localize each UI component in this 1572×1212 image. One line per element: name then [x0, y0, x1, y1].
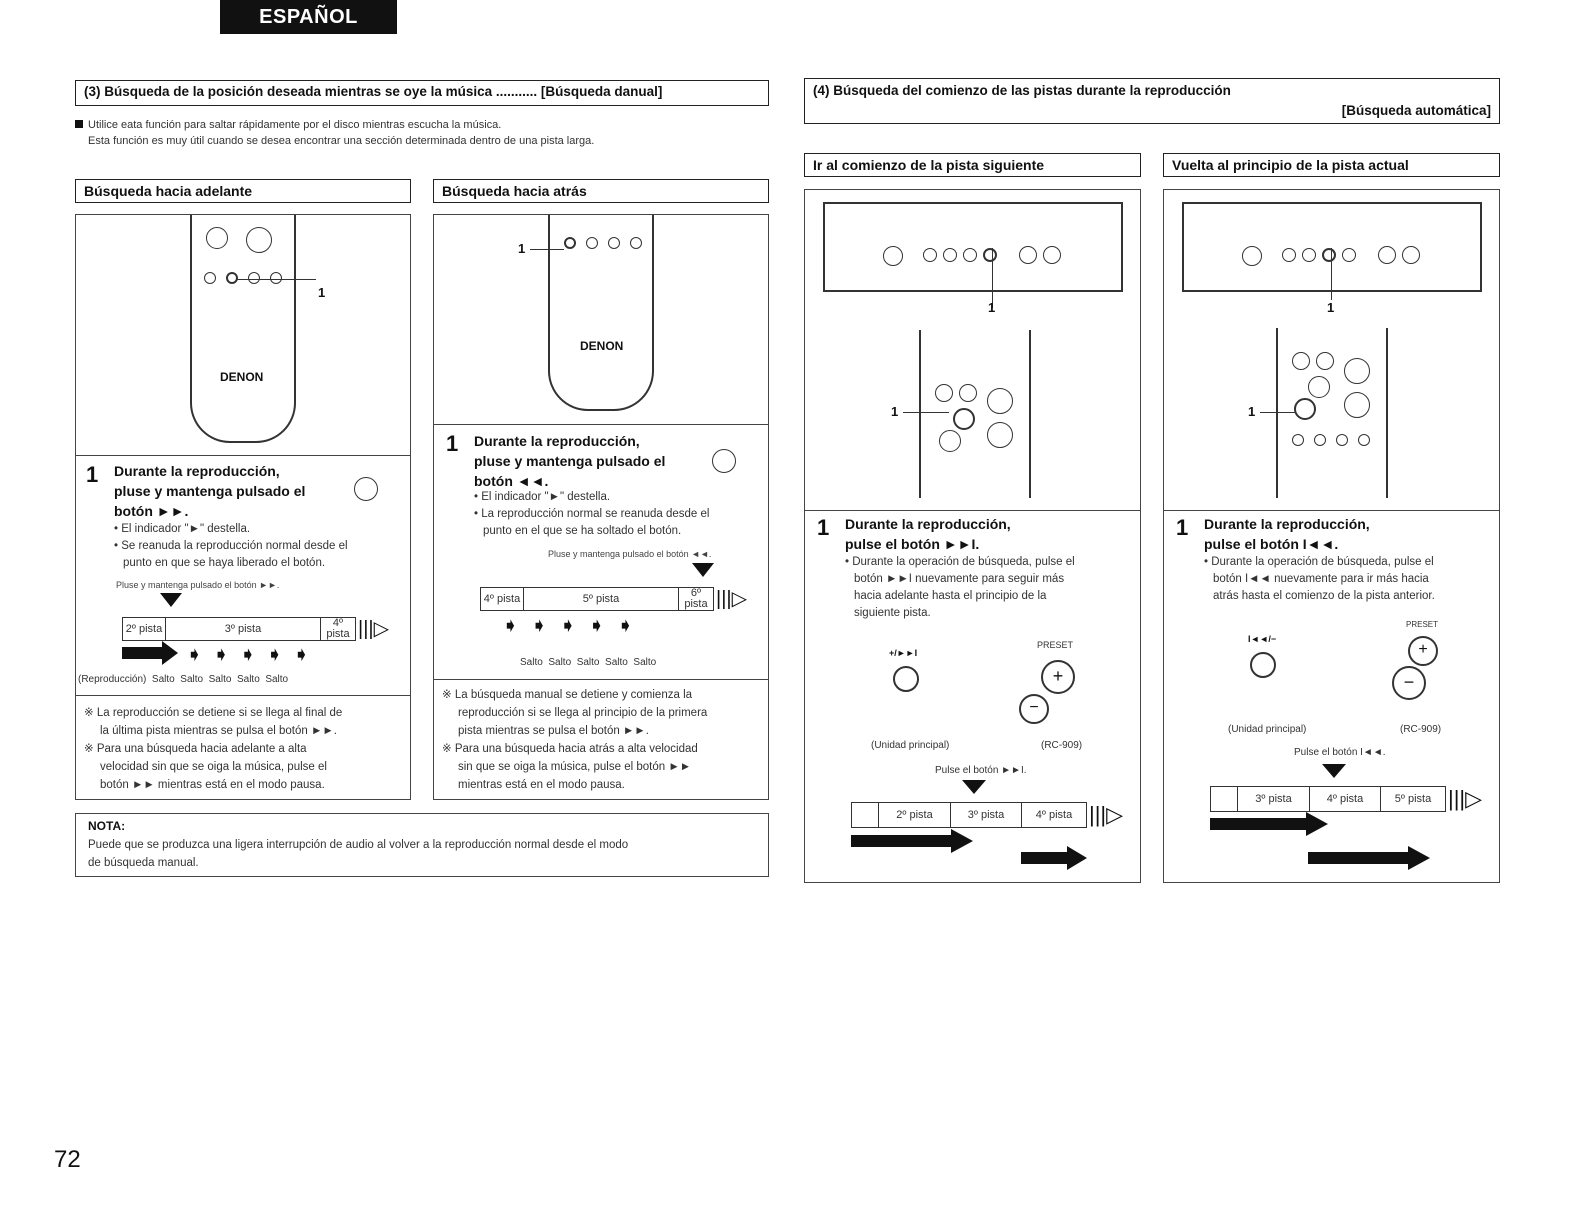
- next-track-panel: [804, 189, 1141, 883]
- callout-number: 1: [318, 285, 326, 300]
- continue-arrow-icon: |||▷: [1089, 802, 1124, 827]
- continue-arrow-icon: |||▷: [716, 588, 747, 610]
- callout-number: 1: [1327, 300, 1335, 315]
- player-button-icon: [1402, 246, 1420, 264]
- step-bullets: • Durante la operación de búsqueda, pulse el botón I◄◄ nuevamente para ir más hacia atrás hasta el comienzo de la pista anterior.: [1204, 556, 1435, 602]
- step-bullets: • Durante la operación de búsqueda, pulse el botón ►►I nuevamente para seguir más hacia adelante hasta el principio de la siguiente pista.: [845, 556, 1075, 619]
- cd-player-illustration: [823, 202, 1123, 292]
- remote-button-icon: [1358, 434, 1370, 446]
- square-bullet-icon: [75, 120, 83, 128]
- divider: [76, 695, 410, 696]
- step-text: Durante la reproducción, pulse el botón I◄◄.: [1204, 516, 1370, 552]
- track-bar: 3º pista 4º pista 5º pista: [1210, 786, 1446, 812]
- skip-arrow-head-icon: [1408, 846, 1430, 870]
- current-track-panel: [1163, 189, 1500, 883]
- skip-arrow-head-icon: [1067, 846, 1087, 870]
- skip-forward-button-icon: [983, 248, 997, 262]
- down-button-icon: [246, 227, 272, 253]
- callout-number: 1: [1248, 404, 1256, 419]
- notes: ※ La reproducción se detiene si se llega al final de la última pista mientras se pulsa el botón ►►. ※ Para una búsqueda hacia adelante a alta velocidad sin que se oiga la música, pulse el botón ►► mientras está en el modo pausa.: [84, 707, 343, 791]
- remote-button-icon: [1316, 352, 1334, 370]
- player-button-icon: [1378, 246, 1396, 264]
- remote-button-icon: [608, 237, 620, 249]
- divider: [1164, 510, 1499, 511]
- step-text: Durante la reproducción, pulse el botón ►►I.: [845, 516, 1011, 552]
- backward-panel: [433, 214, 769, 800]
- remote-control-illustration: [1276, 328, 1388, 498]
- plus-button-icon: [1308, 376, 1330, 398]
- up-button-icon: [1344, 358, 1370, 384]
- player-button-icon: [1019, 246, 1037, 264]
- callout-line: [1331, 248, 1332, 300]
- finger-press-icon: [712, 449, 736, 473]
- down-arrow-icon: [1322, 764, 1346, 778]
- callout-number: 1: [518, 241, 526, 256]
- callout-line: [1260, 412, 1296, 413]
- skip-arrows-icon: ➧➧➧➧➧: [186, 644, 320, 666]
- skip-arrow-icon: [1021, 852, 1067, 864]
- minus-button-icon: [206, 227, 228, 249]
- minus-button-icon: −: [1019, 694, 1049, 724]
- finger-press-icon: [354, 477, 378, 501]
- down-arrow-icon: [692, 563, 714, 577]
- continue-arrow-icon: |||▷: [1448, 786, 1483, 811]
- remote-button-icon: [935, 384, 953, 402]
- main-unit-caption: (Unidad principal): [871, 740, 950, 751]
- forward-search-title: Búsqueda hacia adelante: [75, 179, 411, 203]
- play-arrow-icon: [122, 647, 162, 659]
- step-bullets: • El indicador "►" destella. • Se reanuda la reproducción normal desde el punto en que se haya liberado el botón.: [114, 523, 348, 569]
- step-number: 1: [446, 431, 459, 456]
- hint-text: Pluse y mantenga pulsado el botón ►►.: [116, 580, 280, 590]
- brand-logo: DENON: [220, 370, 264, 384]
- divider: [805, 510, 1140, 511]
- fast-forward-button-icon: [586, 237, 598, 249]
- remote-button-icon: [959, 384, 977, 402]
- down-button-icon: [1344, 392, 1370, 418]
- down-button-icon: [987, 422, 1013, 448]
- divider: [434, 679, 768, 680]
- section3-intro: Utilice eata función para saltar rápidamente por el disco mientras escucha la música. Esta función es muy útil cuando se desea encontrar una sección determinada dentro de una pista larga.: [75, 117, 594, 149]
- step-number: 1: [1176, 515, 1189, 540]
- minus-button-icon: [939, 430, 961, 452]
- notes: ※ La búsqueda manual se detiene y comienza la reproducción si se llega al principio de la primera pista mientras se pulsa el botón ►►. ※ Para una búsqueda hacia atrás a alta velocidad sin que se oiga la música, pulse el botón ►► mientras está en el modo pausa.: [442, 689, 708, 791]
- remote-control-illustration: [548, 215, 654, 411]
- skip-labels: (Reproducción) Salto Salto Salto Salto Salto: [78, 674, 289, 685]
- player-button-icon: [1302, 248, 1316, 262]
- plus-skip-button-icon: [953, 408, 975, 430]
- main-unit-button-label: +/►►I: [889, 648, 918, 658]
- rewind-button-icon: [204, 272, 216, 284]
- plus-button-icon: +: [1408, 636, 1438, 666]
- continue-arrow-icon: |||▷: [358, 618, 389, 640]
- play-arrow-icon: [1210, 818, 1306, 830]
- skip-back-button-icon: [1322, 248, 1336, 262]
- skip-labels: Salto Salto Salto Salto Salto: [520, 657, 657, 668]
- player-button-icon: [923, 248, 937, 262]
- next-track-title: Ir al comienzo de la pista siguiente: [804, 153, 1141, 177]
- remote-control-illustration: [190, 215, 296, 443]
- step-text: Durante la reproducción, pluse y mantenga pulsado el botón ►►.: [114, 463, 306, 519]
- rc-caption: (RC-909): [1400, 724, 1442, 735]
- callout-line: [992, 248, 993, 308]
- remote-button-icon: [1336, 434, 1348, 446]
- minus-button-icon: −: [1392, 666, 1426, 700]
- up-button-icon: [987, 388, 1013, 414]
- brand-logo: DENON: [580, 339, 624, 353]
- nota-box: [75, 813, 769, 877]
- play-arrow-head-icon: [951, 829, 973, 853]
- callout-line: [530, 249, 564, 250]
- section3-title: (3) Búsqueda de la posición deseada mientras se oye la música ........... [Búsqueda danual]: [75, 80, 769, 106]
- remote-button-icon: [270, 272, 282, 284]
- play-arrow-head-icon: [162, 641, 178, 665]
- remote-button-icon: [1292, 352, 1310, 370]
- backward-search-title: Búsqueda hacia atrás: [433, 179, 769, 203]
- player-button-icon: [1043, 246, 1061, 264]
- divider: [76, 455, 410, 456]
- play-arrow-icon: [851, 835, 951, 847]
- plus-button-icon: +: [1041, 660, 1075, 694]
- hint-text: Pulse el botón ►►I.: [935, 765, 1027, 776]
- down-arrow-icon: [160, 593, 182, 607]
- player-button-icon: [943, 248, 957, 262]
- skip-arrow-icon: [1308, 852, 1408, 864]
- callout-line: [236, 279, 316, 280]
- main-unit-caption: (Unidad principal): [1228, 724, 1307, 735]
- preset-label: PRESET: [1037, 640, 1074, 650]
- play-arrow-head-icon: [1306, 812, 1328, 836]
- main-unit-button-label: I◄◄/−: [1248, 634, 1277, 644]
- nota-text: Puede que se produzca una ligera interrupción de audio al volver a la reproducción normal desde el modo de búsqueda manual.: [88, 839, 629, 869]
- forward-panel: [75, 214, 411, 800]
- current-track-title: Vuelta al principio de la pista actual: [1163, 153, 1500, 177]
- callout-number: 1: [988, 300, 996, 315]
- rewind-button-icon: [564, 237, 576, 249]
- hint-text: Pluse y mantenga pulsado el botón ◄◄.: [548, 549, 712, 559]
- player-button-icon: [963, 248, 977, 262]
- fast-forward-button-icon: [226, 272, 238, 284]
- step-number: 1: [817, 515, 830, 540]
- section4-title: (4) Búsqueda del comienzo de las pistas durante la reproducción [Búsqueda automática]: [804, 78, 1500, 124]
- cd-player-illustration: [1182, 202, 1482, 292]
- remote-button-icon: [630, 237, 642, 249]
- remote-button-icon: [1292, 434, 1304, 446]
- nota-title: NOTA:: [88, 819, 126, 833]
- power-button-icon: [883, 246, 903, 266]
- track-bar: 4º pista 5º pista 6º pista: [480, 587, 714, 611]
- remote-control-illustration: [919, 330, 1031, 498]
- hint-text: Pulse el botón I◄◄.: [1294, 747, 1386, 758]
- divider: [434, 424, 768, 425]
- player-button-icon: [1282, 248, 1296, 262]
- rc-caption: (RC-909): [1041, 740, 1083, 751]
- preset-label: PRESET: [1406, 620, 1439, 629]
- callout-number: 1: [891, 404, 899, 419]
- callout-line: [903, 412, 949, 413]
- track-bar: 2º pista 3º pista 4º pista: [851, 802, 1087, 828]
- skip-arrows-icon: ➧➧➧➧➧: [502, 615, 646, 637]
- page-number: 72: [54, 1146, 81, 1173]
- main-unit-button-icon: [1250, 652, 1276, 678]
- player-button-icon: [1342, 248, 1356, 262]
- down-arrow-icon: [962, 780, 986, 794]
- power-button-icon: [1242, 246, 1262, 266]
- minus-skip-button-icon: [1294, 398, 1316, 420]
- track-bar: 2º pista 3º pista 4º pista: [122, 617, 356, 641]
- step-text: Durante la reproducción, pluse y mantenga pulsado el botón ◄◄.: [474, 433, 666, 489]
- step-bullets: • El indicador "►" destella. • La reproducción normal se reanuda desde el punto en el que se ha soltado el botón.: [474, 491, 710, 537]
- main-unit-button-icon: [893, 666, 919, 692]
- remote-button-icon: [1314, 434, 1326, 446]
- step-number: 1: [86, 462, 99, 487]
- remote-button-icon: [248, 272, 260, 284]
- language-tab: ESPAÑOL: [220, 0, 397, 34]
